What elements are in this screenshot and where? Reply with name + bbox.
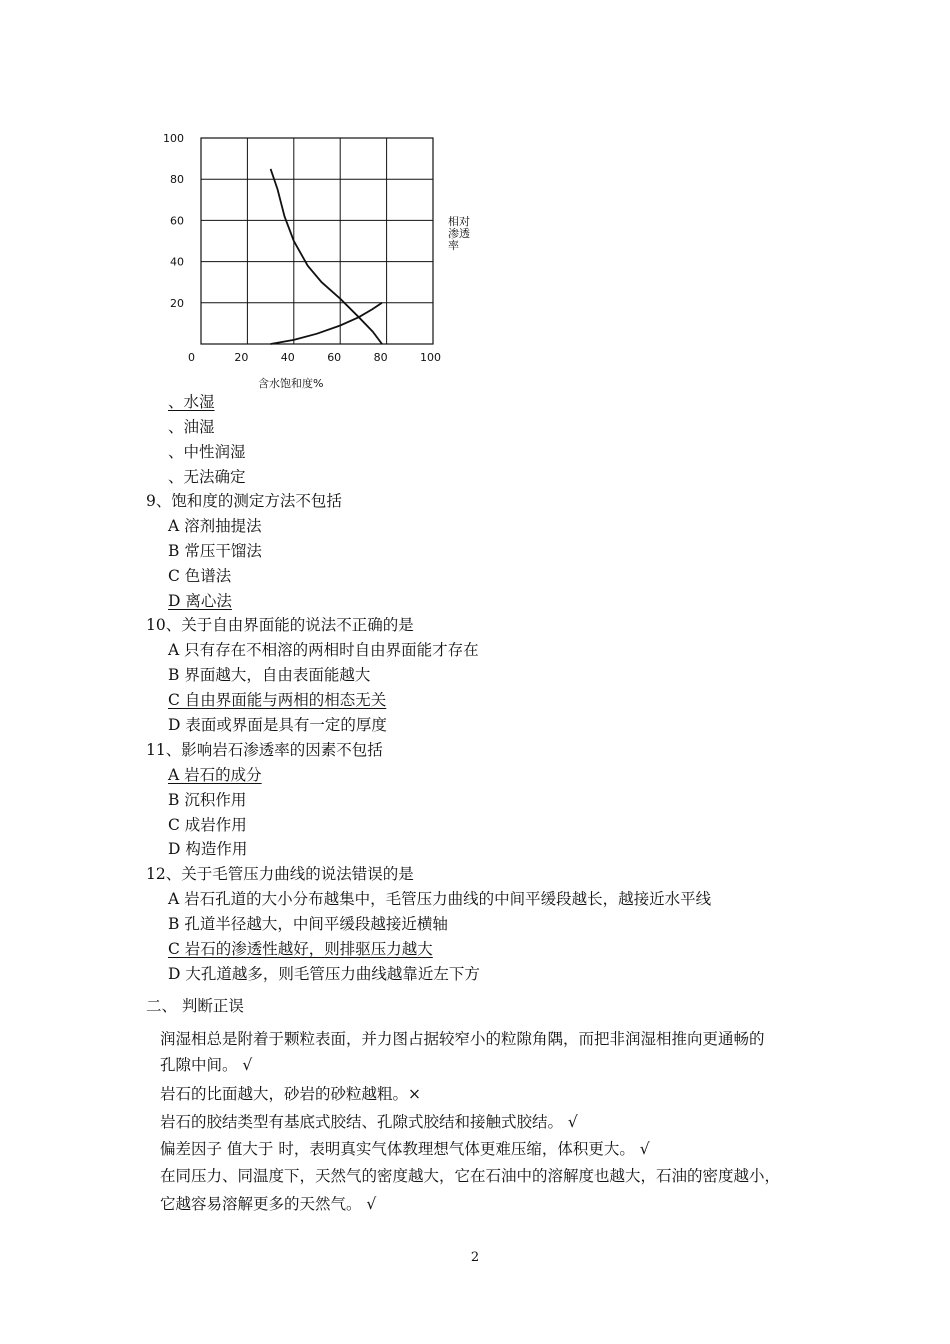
series-curve-decreasing [271,169,382,344]
statement-5-line-2: 它越容易溶解更多的天然气。 √ [160,1195,377,1213]
y-tick-label: 40 [170,255,184,269]
q8-option-c: 、中性润湿 [168,443,246,461]
statement-1-line-2: 孔隙中间。 √ [160,1056,253,1074]
q11-stem: 11、影响岩石渗透率的因素不包括 [146,741,383,759]
q8-option-a: 、水湿 [168,393,215,411]
q8-option-d: 、无法确定 [168,468,246,486]
page-number: 2 [470,1250,480,1265]
x-tick-label: 100 [420,351,441,364]
q9-stem: 9、饱和度的测定方法不包括 [146,492,342,510]
q12-option-d: D 大孔道越多，则毛管压力曲线越靠近左下方 [168,965,480,983]
section2-heading: 二、 判断正误 [146,997,244,1015]
x-tick-label: 0 [188,351,195,364]
x-axis-label: 含水饱和度% [258,377,324,390]
q10-option-d: D 表面或界面是具有一定的厚度 [168,716,387,734]
x-tick-label: 20 [234,351,249,364]
q9-option-c: C 色谱法 [168,567,232,585]
x-tick-label: 80 [373,351,388,364]
q9-option-d: D 离心法 [168,592,232,610]
q11-option-b: B 沉积作用 [168,791,247,809]
y-tick-label: 100 [163,132,184,145]
y-tick-label: 80 [170,173,184,187]
statement-3: 岩石的胶结类型有基底式胶结、孔隙式胶结和接触式胶结。 √ [160,1113,578,1131]
statement-5-line-1: 在同压力、同温度下，天然气的密度越大，它在石油中的溶解度也越大，石油的密度越小， [160,1167,781,1185]
statement-1-line-1: 润湿相总是附着于颗粒表面，并力图占据较窄小的粒隙角隅，而把非润湿相推向更通畅的 [160,1030,765,1048]
q11-option-d: D 构造作用 [168,840,248,858]
x-tick-labels [188,351,441,364]
x-tick-label: 40 [280,351,295,364]
q11-option-c: C 成岩作用 [168,816,247,834]
statement-4: 偏差因子 值大于 时，表明真实气体教理想气体更难压缩，体积更大。 √ [160,1140,650,1158]
statement-2: 岩石的比面越大，砂岩的砂粒越粗。× [160,1085,421,1103]
q10-option-a: A 只有存在不相溶的两相时自由界面能才存在 [168,641,479,659]
q9-option-a: A 溶剂抽提法 [168,517,262,535]
chart-series [271,169,382,344]
q9-option-b: B 常压干馏法 [168,542,262,560]
q8-option-b: 、油湿 [168,418,215,436]
q12-option-b: B 孔道半径越大，中间平缓段越接近横轴 [168,915,448,933]
y-axis-label [448,214,470,252]
q12-option-c: C 岩石的渗透性越好，则排驱压力越大 [168,940,433,958]
y-axis-label-line: 相对 [448,215,470,228]
q12-option-a: A 岩石孔道的大小分布越集中，毛管压力曲线的中间平缓段越长，越接近水平线 [168,890,712,908]
y-axis-label-line: 渗透 [448,227,470,240]
q11-option-a: A 岩石的成分 [168,766,262,784]
y-tick-labels [163,132,184,310]
q12-stem: 12、关于毛管压力曲线的说法错误的是 [146,865,414,883]
x-tick-label: 60 [327,351,342,364]
y-axis-label-line: 率 [448,239,459,252]
y-tick-label: 60 [170,214,184,228]
relative-permeability-chart [150,125,480,395]
q10-option-b: B 界面越大，自由表面能越大 [168,666,371,684]
plot-frame [201,138,433,344]
q10-stem: 10、关于自由界面能的说法不正确的是 [146,616,414,634]
q10-option-c: C 自由界面能与两相的相态无关 [168,691,387,709]
y-tick-label: 20 [170,296,184,310]
chart-grid [201,138,433,344]
